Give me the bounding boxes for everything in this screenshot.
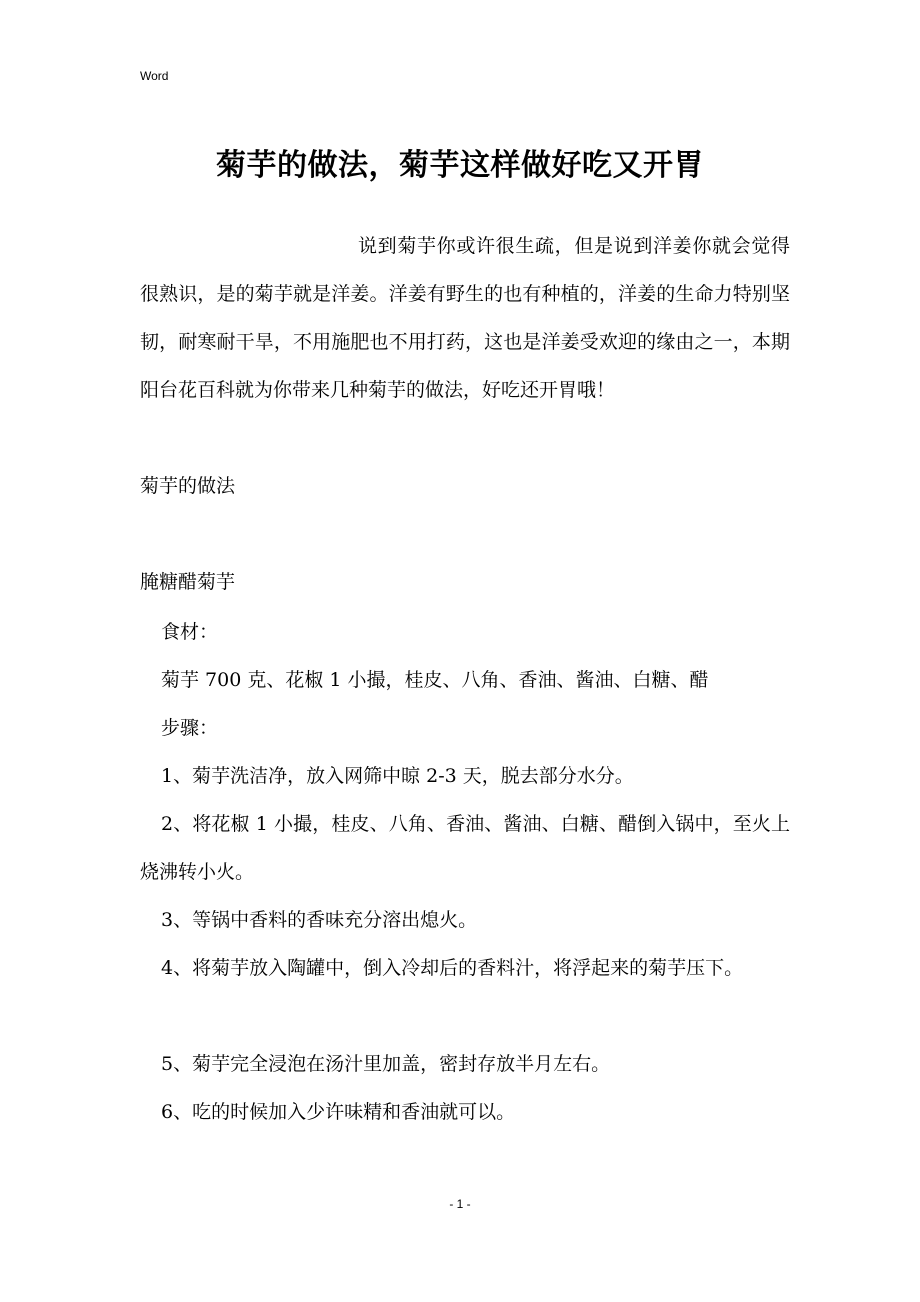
ingredients-label: 食材：: [161, 621, 219, 643]
document-header-label: Word: [140, 69, 169, 83]
steps-label: 步骤：: [161, 717, 219, 739]
ingredients-list: 菊芋 700 克、花椒 1 小撮，桂皮、八角、香油、酱油、白糖、醋: [161, 669, 709, 691]
step-item: 2、将花椒 1 小撮，桂皮、八角、香油、酱油、白糖、醋倒入锅中，至火上烧沸转小火。: [140, 813, 790, 883]
step-item: 5、菊芋完全浸泡在汤汁里加盖，密封存放半月左右。: [161, 1053, 611, 1075]
step-item: 1、菊芋洗洁净，放入网筛中晾 2-3 天，脱去部分水分。: [161, 765, 634, 787]
step-item: 6、吃的时候加入少许味精和香油就可以。: [161, 1101, 516, 1123]
page-number: - 1 -: [449, 1197, 471, 1211]
step-item: 4、将菊芋放入陶罐中，倒入冷却后的香料汁，将浮起来的菊芋压下。: [161, 957, 744, 979]
recipe-title: 腌糖醋菊芋: [140, 571, 236, 593]
intro-paragraph: 说到菊芋你或许很生疏，但是说到洋姜你就会觉得很熟识，是的菊芋就是洋姜。洋姜有野生的也有种植的，洋姜的生命力特别坚韧，耐寒耐干旱，不用施肥也不用打药，这也是洋姜受欢迎的缘由之一，本期阳台花百科就为你带来几种菊芋的做法，好吃还开胃哦！: [140, 235, 790, 401]
section-heading: 菊芋的做法: [140, 475, 236, 497]
step-item: 3、等锅中香料的香味充分溶出熄火。: [161, 909, 478, 931]
document-title: 菊芋的做法，菊芋这样做好吃又开胃: [216, 148, 704, 183]
